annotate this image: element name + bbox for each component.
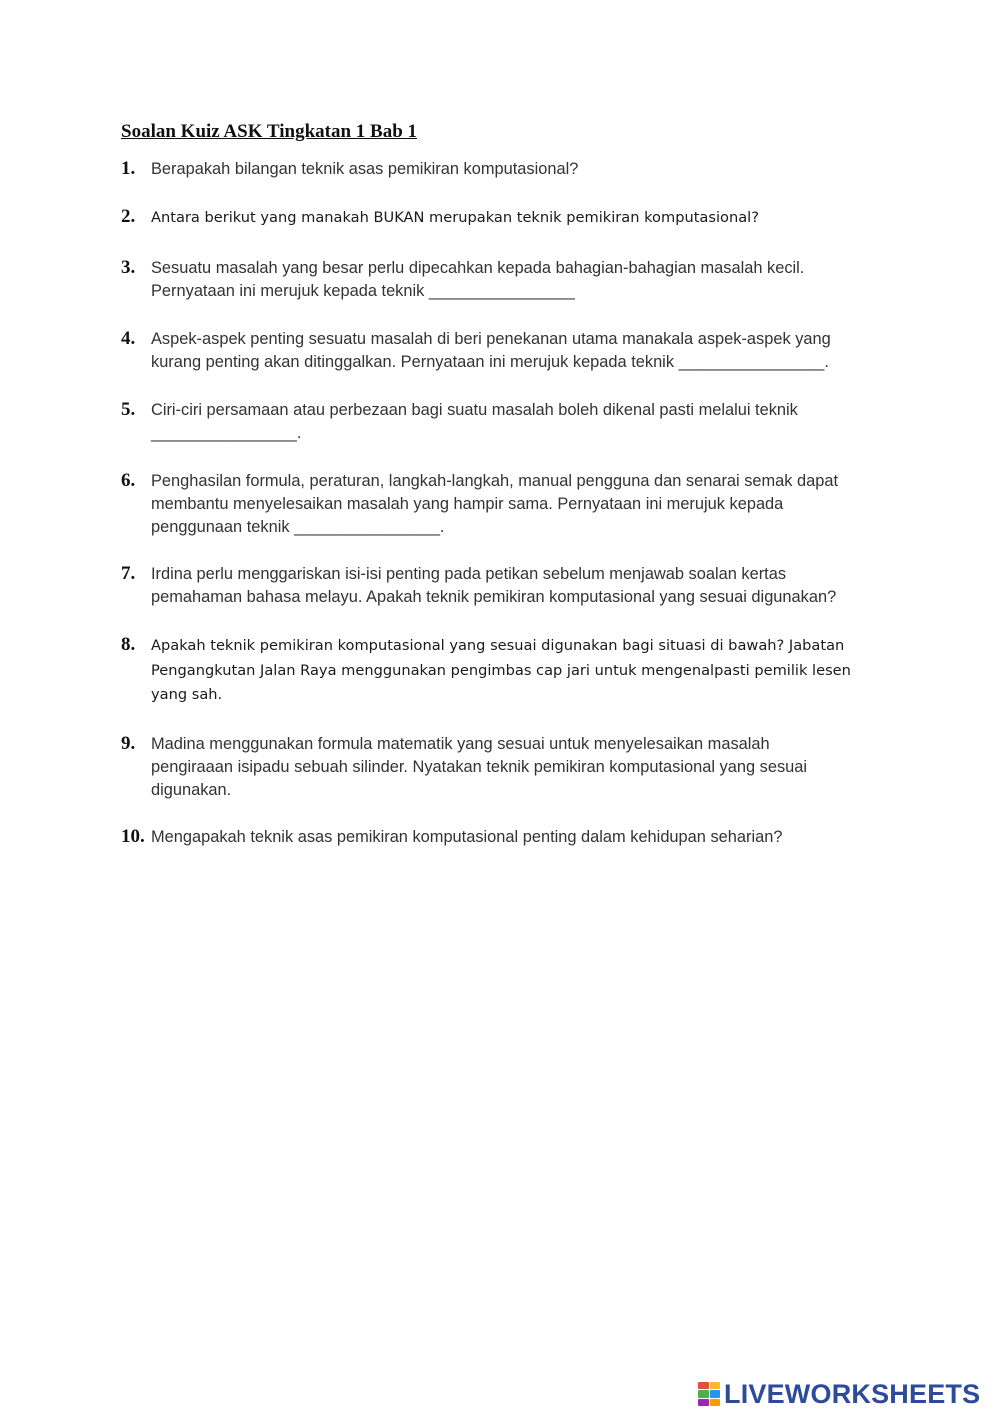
question-8	[121, 634, 891, 708]
liveworksheets-logo-icon	[698, 1382, 720, 1406]
question-10	[121, 826, 891, 849]
question-text: Sesuatu masalah yang besar perlu dipecahkan kepada bahagian-bahagian masalah kecil. Pernyataan ini merujuk kepada teknik ________________	[151, 259, 805, 300]
question-text: Apakah teknik pemikiran komputasional yang sesuai digunakan bagi situasi di bawah? Jabatan Pengangkutan Jalan Raya menggunakan pengimbas cap jari untuk mengenalpasti pemilik lesen yang sah.	[151, 637, 851, 703]
question-number: 2.	[121, 206, 136, 227]
question-1	[121, 158, 891, 181]
question-text: Antara berikut yang manakah BUKAN merupakan teknik pemikiran komputasional?	[151, 209, 759, 226]
question-text: Irdina perlu menggariskan isi-isi penting pada petikan sebelum menjawab soalan kertas pemahaman bahasa melayu. Apakah teknik pemikiran komputasional yang sesuai digunakan?	[151, 565, 837, 606]
question-text: Aspek-aspek penting sesuatu masalah di beri penekanan utama manakala aspek-aspek yang kurang penting akan ditinggalkan. Pernyataan ini merujuk kepada teknik ________________.	[151, 330, 831, 371]
question-text: Penghasilan formula, peraturan, langkah-langkah, manual pengguna dan senarai semak dapat membantu menyelesaikan masalah yang hampir sama. Pernyataan ini merujuk kepada penggunaan teknik ________________.	[151, 472, 839, 536]
question-number: 8.	[121, 634, 136, 655]
question-number: 4.	[121, 328, 136, 349]
question-9	[121, 733, 891, 802]
question-number: 7.	[121, 563, 136, 584]
question-number: 9.	[121, 733, 136, 754]
question-number: 5.	[121, 399, 136, 420]
brand-name: LIVEWORKSHEETS	[724, 1378, 981, 1409]
question-5	[121, 399, 891, 445]
liveworksheets-brand	[698, 1378, 980, 1410]
question-number: 10.	[121, 826, 145, 847]
document-title: Soalan Kuiz ASK Tingkatan 1 Bab 1	[121, 121, 418, 142]
question-number: 3.	[121, 257, 136, 278]
question-number: 1.	[121, 158, 136, 179]
question-text: Mengapakah teknik asas pemikiran komputasional penting dalam kehidupan seharian?	[151, 828, 783, 846]
question-6	[121, 470, 891, 539]
question-4	[121, 328, 891, 374]
question-7	[121, 563, 891, 609]
question-text: Ciri-ciri persamaan atau perbezaan bagi suatu masalah boleh dikenal pasti melalui teknik ________________.	[151, 401, 798, 442]
question-text: Madina menggunakan formula matematik yang sesuai untuk menyelesaikan masalah pengiraaan isipadu sebuah silinder. Nyatakan teknik pemikiran komputasional yang sesuai digunakan.	[151, 735, 808, 799]
question-2	[121, 206, 891, 231]
question-3	[121, 257, 891, 303]
question-number: 6.	[121, 470, 136, 491]
question-text: Berapakah bilangan teknik asas pemikiran komputasional?	[151, 160, 579, 178]
